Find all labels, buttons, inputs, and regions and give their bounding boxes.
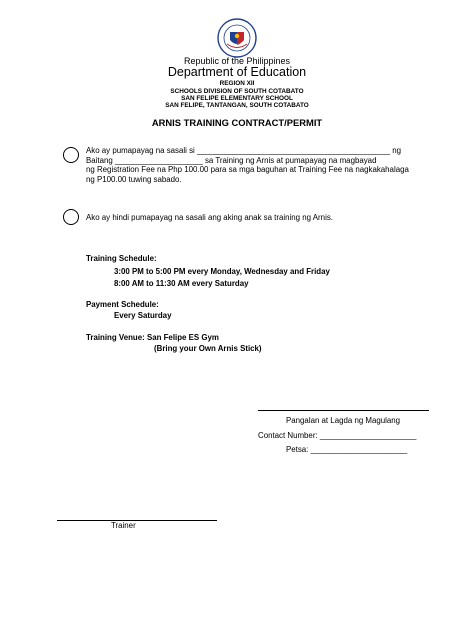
grade-level-blank[interactable]: ____________________: [114, 155, 203, 165]
date-blank[interactable]: ______________________: [310, 445, 408, 454]
training-venue: Training Venue: San Felipe ES Gym: [86, 333, 219, 342]
region-label: REGION XII: [219, 80, 255, 87]
consent-agree-text: Ako ay pumapayag na sasali si ____________________________________________ ng Baitang ____________________ sa Training ng Arnis at pumapayag na magbayad ng Registration Fee na Php 100.00 para sa mga baguhan at Training Fee na nagkakahalaga ng P100.00 tuwing sabado.: [86, 146, 409, 184]
parent-signature-label: Pangalan at Lagda ng Magulang: [286, 416, 401, 425]
department-name: Department of Education: [167, 65, 307, 79]
republic-label: Republic of the Philippines: [183, 56, 291, 66]
training-schedule-weekday: 3:00 PM to 5:00 PM every Monday, Wednesday and Friday: [114, 267, 330, 276]
deped-seal-icon: [217, 18, 257, 58]
document-title: ARNIS TRAINING CONTRACT/PERMIT: [151, 117, 323, 128]
contact-number-blank[interactable]: ______________________: [319, 431, 417, 440]
consent-disagree-text: Ako ay hindi pumapayag na sasali ang aking anak sa training ng Arnis.: [86, 213, 333, 222]
contact-number-field: Contact Number: ______________________: [258, 431, 417, 440]
date-field: Petsa: ______________________: [286, 445, 408, 454]
school-name: SAN FELIPE ELEMENTARY SCHOOL: [181, 95, 293, 102]
division-label: SCHOOLS DIVISION OF SOUTH COTABATO: [170, 88, 304, 95]
trainer-signature-line[interactable]: [57, 520, 217, 521]
school-address: SAN FELIPE, TANTANGAN, SOUTH COTABATO: [165, 102, 309, 109]
payment-schedule-label: Payment Schedule:: [86, 300, 159, 309]
consent-agree-radio[interactable]: [63, 147, 79, 163]
student-name-blank[interactable]: ____________________________________________: [196, 146, 391, 155]
training-schedule-label: Training Schedule:: [86, 254, 157, 263]
consent-disagree-radio[interactable]: [63, 209, 79, 225]
venue-note: (Bring your Own Arnis Stick): [154, 344, 262, 353]
trainer-label: Trainer: [111, 521, 136, 530]
training-schedule-saturday: 8:00 AM to 11:30 AM every Saturday: [114, 279, 249, 288]
payment-schedule-value: Every Saturday: [114, 311, 172, 320]
parent-signature-line[interactable]: [258, 410, 429, 411]
